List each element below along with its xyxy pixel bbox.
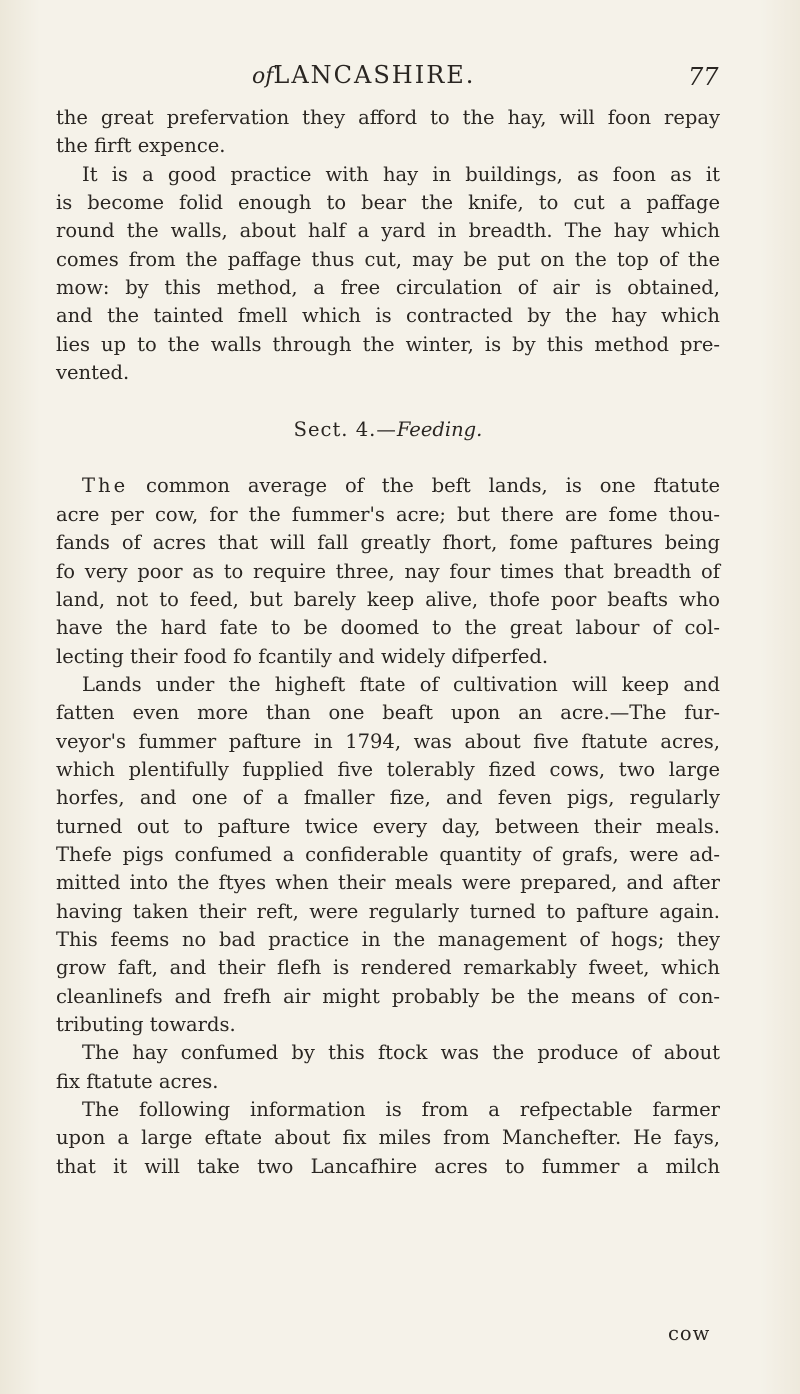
section-heading xyxy=(56,416,720,444)
page-number: 77 xyxy=(688,63,719,91)
text-line: lies up to the walls through the winter, is by this method pre- xyxy=(56,332,720,356)
text-line: This feems no bad practice in the management of hogs; they xyxy=(56,927,720,951)
text-line: mow: by this method, a free circulation of air is obtained, xyxy=(56,276,720,300)
text-line: land, not to feed, but barely keep alive, thofe poor beafts who xyxy=(56,587,720,611)
text-line: vented. xyxy=(56,361,130,385)
text-line: cleanlinefs and frefh air might probably be the means of con- xyxy=(56,984,720,1008)
section-label: Sect. 4.— xyxy=(293,417,397,441)
text-line: fands of acres that will fall greatly fhort, fome paftures being xyxy=(56,531,720,555)
text-line: comes from the paffage thus cut, may be put on the top of the xyxy=(56,247,720,271)
text-line: It is a good practice with hay in buildings, as foon as it xyxy=(82,162,720,186)
body-text xyxy=(56,104,720,1181)
text-line: mitted into the ftyes when their meals were prepared, and after xyxy=(56,871,720,895)
text-line: fatten even more than one beaft upon an acre.—The fur- xyxy=(56,701,720,725)
text-line: grow faft, and their flefh is rendered remarkably fweet, which xyxy=(56,956,720,980)
text-line: acre per cow, for the fummer's acre; but there are fome thou- xyxy=(56,502,720,526)
spacer xyxy=(56,387,720,415)
text-line: and the tainted fmell which is contracted by the hay which xyxy=(56,304,720,328)
catchword: cow xyxy=(668,1322,711,1345)
text-line: round the walls, about half a yard in breadth. The hay which xyxy=(56,219,720,243)
spacer xyxy=(56,444,720,472)
text-line: horfes, and one of a fmaller fize, and feven pigs, regularly xyxy=(56,786,720,810)
text-line: Thefe pigs confumed a confiderable quantity of grafs, were ad- xyxy=(56,842,720,866)
running-title-prefix: of xyxy=(252,64,274,89)
text-line: the firft expence. xyxy=(56,134,226,158)
text-line: have the hard fate to be doomed to the great labour of col- xyxy=(56,616,720,640)
text-line: turned out to pafture twice every day, between their meals. xyxy=(56,814,720,838)
text-line: is become folid enough to bear the knife, to cut a paffage xyxy=(56,191,720,215)
text-line: tributing towards. xyxy=(56,1013,236,1036)
text-line: The following information is from a refpectable farmer xyxy=(82,1098,720,1122)
section-title: Feeding. xyxy=(396,417,483,441)
text-line: The hay confumed by this ftock was the produce of about xyxy=(82,1041,720,1065)
text-line: fo very poor as to require three, nay four times that breadth of xyxy=(56,559,720,583)
text-line: Lands under the higheft ftate of cultivation will keep and xyxy=(82,672,720,696)
running-title xyxy=(252,61,475,89)
text-line: having taken their reft, were regularly turned to pafture again. xyxy=(56,899,720,923)
first-line-rest: common average of the beft lands, is one ftatute xyxy=(146,474,721,498)
running-title-text: LANCASHIRE. xyxy=(273,61,476,89)
text-line: upon a large eftate about fix miles from Manchefter. He fays, xyxy=(56,1126,720,1150)
opening-word: The xyxy=(82,474,129,498)
text-line: fix ftatute acres. xyxy=(56,1069,219,1093)
text-line: the great prefervation they afford to the hay, will foon repay xyxy=(56,106,720,129)
text-line: which plentifully fupplied five tolerably fized cows, two large xyxy=(56,757,720,781)
page-header xyxy=(0,55,800,95)
text-line xyxy=(56,472,720,500)
text-line: veyor's fummer pafture in 1794, was about five ftatute acres, xyxy=(56,729,720,753)
text-line: lecting their food fo fcantily and widely difperfed. xyxy=(56,644,549,668)
text-line: that it will take two Lancafhire acres to fummer a milch xyxy=(56,1154,720,1178)
